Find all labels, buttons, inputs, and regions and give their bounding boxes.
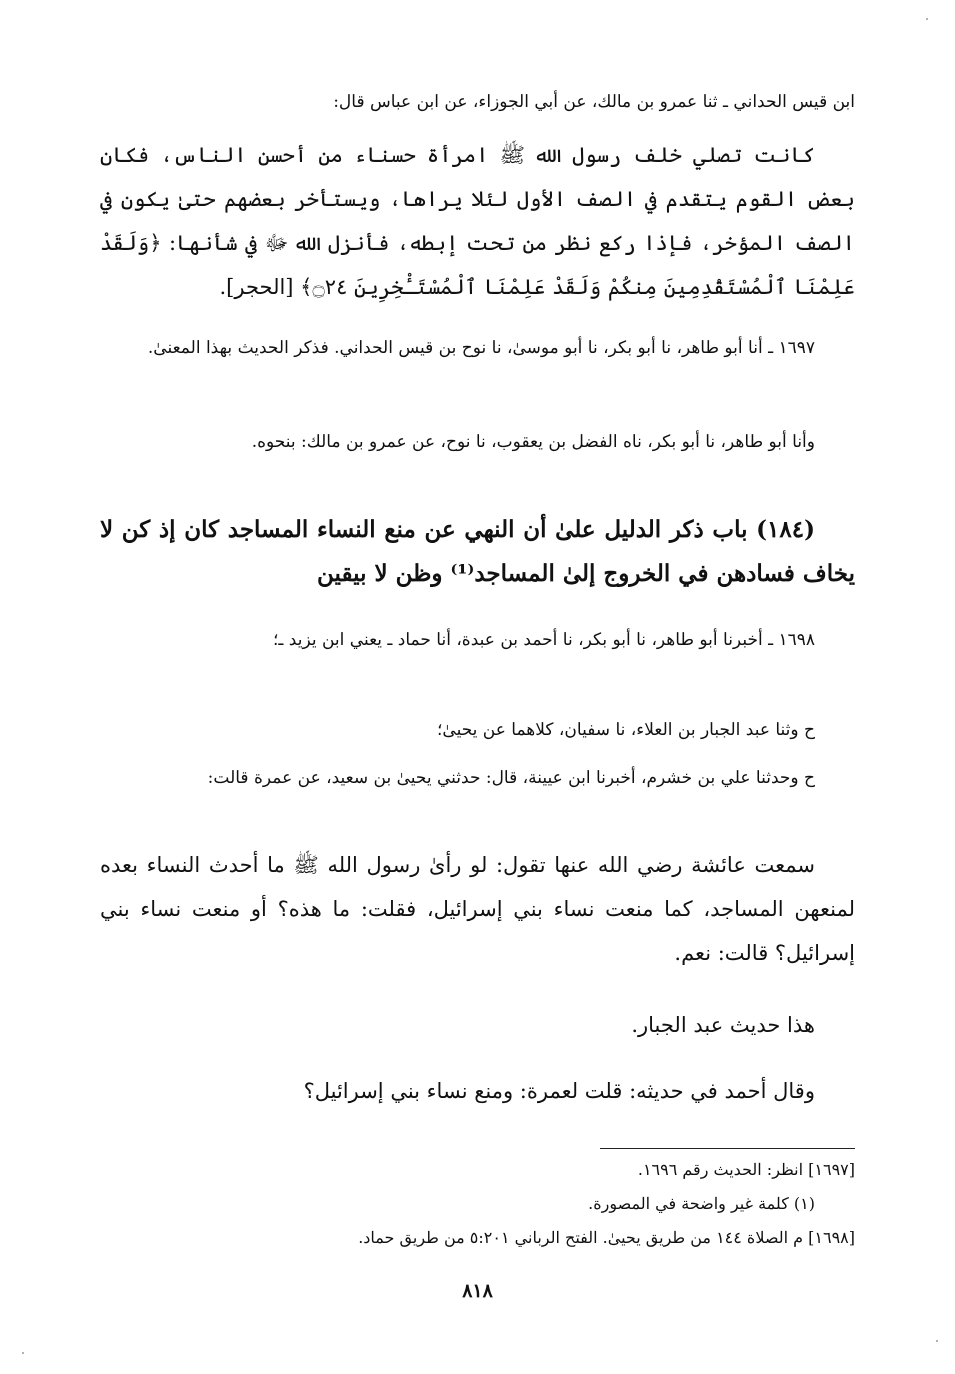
- paragraph-isnad-h1: ح وثنا عبد الجبار بن العلاء، نا سفيان، كلاهما عن يحيىٰ؛: [437, 720, 815, 740]
- paragraph-hadith-1697: ١٦٩٧ ـ أنا أبو طاهر، نا أبو بكر، نا أبو موسىٰ، نا نوح بن قيس الحداني. فذكر الحديث بهذا المعنىٰ.: [147, 338, 815, 358]
- footnote-separator: [600, 1148, 855, 1149]
- footnote-1697: [١٦٩٧] انظر: الحديث رقم ١٦٩٦.: [637, 1160, 855, 1179]
- scan-speck: [22, 1352, 24, 1354]
- footnote-1698: [١٦٩٨] م الصلاة ١٤٤ من طريق يحيىٰ. الفتح الرباني ٥:٢٠١ من طريق حماد.: [358, 1228, 855, 1247]
- chapter-heading: (١٨٤) باب ذكر الدليل علىٰ أن النهي عن منع النساء المساجد كان إذ كن لا يخاف فسادهن في الخروج إلىٰ المساجد⁽¹⁾ وظن لا بيقين: [100, 516, 855, 587]
- paragraph-note-ahmad: وقال أحمد في حديثه: قلت لعمرة: ومنع نساء بني إسرائيل؟: [303, 1079, 815, 1103]
- scan-speck: [936, 1340, 938, 1342]
- scan-speck: [926, 18, 928, 20]
- paragraph-hadith-text: كانت تصلي خلف رسول الله ﷺ امرأة حسناء من أحسن الناس، فكان بعض القوم يتقدم في الصف الأول لئلا يراها، ويستأخر بعضهم حتىٰ يكون في الصف المؤخر، فإذا ركع نظر من تحت إبطه، فأنزل الله ﷻ في شأنها: ﴿وَلَقَدْ عَلِمْنَا ٱلْمُسْتَقْدِمِينَ مِنكُمْ وَلَقَدْ عَلِمْنَا ٱلْمُسْتَـْٔخِرِينَ ۝٢٤﴾ [الحجر].: [100, 143, 855, 299]
- paragraph-isnad-h2: ح وحدثنا علي بن خشرم، أخبرنا ابن عيينة، قال: حدثني يحيىٰ بن سعيد، عن عمرة قالت:: [207, 768, 815, 788]
- footnote-1: (١) كلمة غير واضحة في المصورة.: [588, 1194, 815, 1213]
- paragraph-isnad-intro: ابن قيس الحداني ـ ثنا عمرو بن مالك، عن أبي الجوزاء، عن ابن عباس قال:: [333, 92, 855, 112]
- paragraph-hadith-1698: ١٦٩٨ ـ أخبرنا أبو طاهر، نا أبو بكر، نا أحمد بن عبدة، أنا حماد ـ يعني ابن يزيد ـ؛: [273, 630, 815, 650]
- paragraph-note-abdaljabbar: هذا حديث عبد الجبار.: [631, 1013, 815, 1037]
- document-page: [100, 70, 855, 1330]
- paragraph-aisha-narration: سمعت عائشة رضي الله عنها تقول: لو رأىٰ رسول الله ﷺ ما أحدث النساء بعده لمنعهن المساجد، كما منعت نساء بني إسرائيل، فقلت: ما هذه؟ أو منعت نساء بني إسرائيل؟ قالت: نعم.: [100, 853, 855, 965]
- page-number: ٨١٨: [462, 1280, 493, 1302]
- paragraph-isnad-alternate: وأنا أبو طاهر، نا أبو بكر، ناه الفضل بن يعقوب، نا نوح، عن عمرو بن مالك: بنحوه.: [251, 432, 815, 452]
